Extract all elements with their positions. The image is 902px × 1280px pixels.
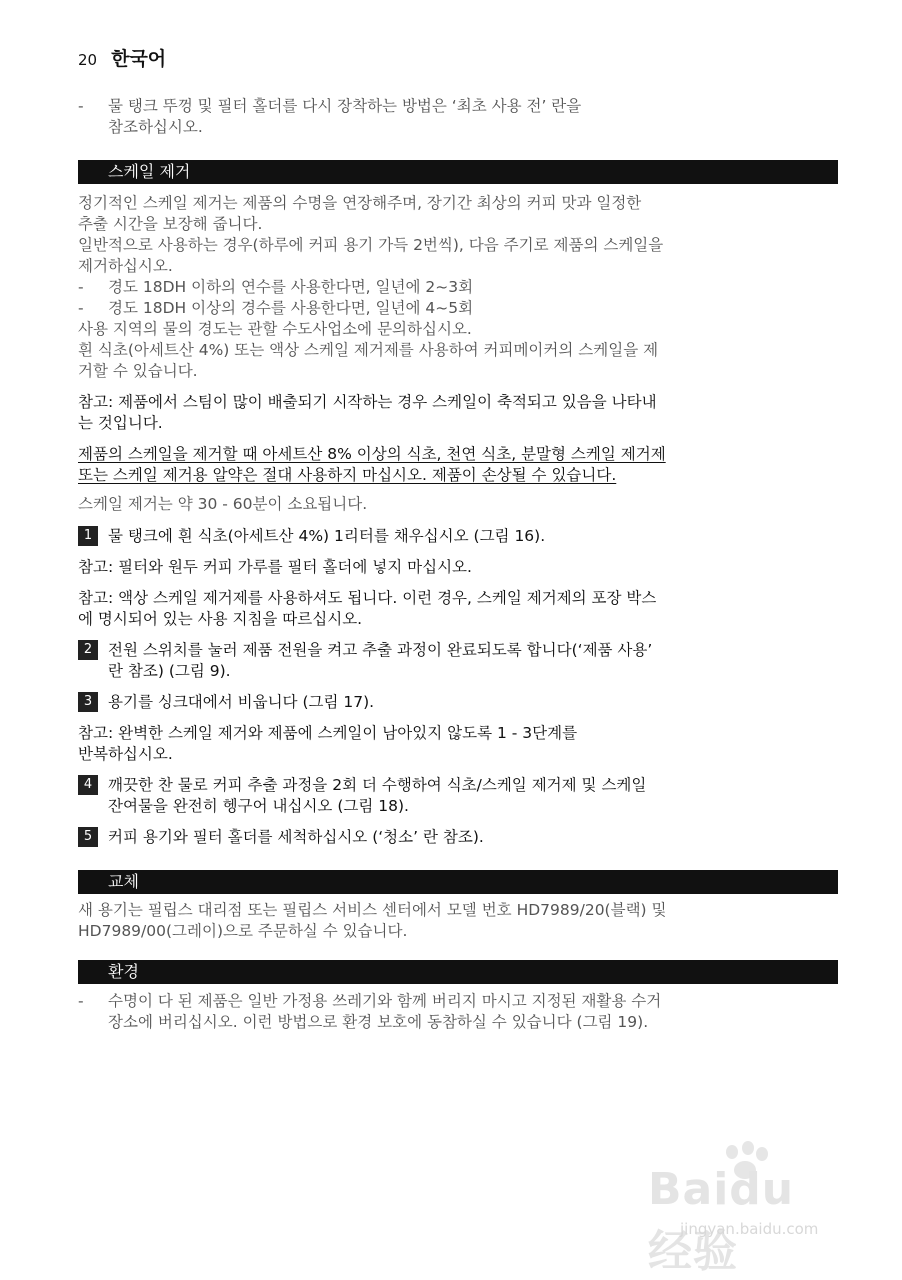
replacement-para [78, 900, 838, 942]
page-number: 20 [78, 51, 98, 69]
intro-bullet-line-2: 참조하십시오. [108, 118, 203, 136]
descale-para-4-line-1: 흰 식초(아세트산 4%) 또는 액상 스케일 제거제를 사용하여 커피메이커의 스케일을 제 [78, 341, 659, 359]
note-filter: 참고: 필터와 원두 커피 가루를 필터 홀더에 넣지 마십시오. [78, 558, 472, 576]
descale-para-4 [78, 340, 838, 382]
step-4-line-2: 잔여물을 완전히 헹구어 내십시오 (그림 18). [108, 797, 409, 815]
descale-para-1 [78, 193, 838, 235]
note-steam-line-2: 는 것입니다. [78, 414, 163, 432]
step-3-text: 용기를 싱크대에서 비웁니다 (그림 17). [108, 693, 375, 711]
intro-bullet-line-1: 물 탱크 뚜껑 및 필터 홀더를 다시 장착하는 방법은 ‘최초 사용 전’ 란을 [108, 97, 582, 115]
hardness-bullet-1-text: 경도 18DH 이하의 연수를 사용한다면, 일년에 2~3회 [108, 278, 474, 296]
descale-para-4-line-2: 거할 수 있습니다. [78, 362, 198, 380]
step-2 [78, 640, 838, 682]
step-4 [78, 775, 838, 817]
descale-para-2-line-2: 제거하십시오. [78, 257, 173, 275]
note-repeat [78, 723, 838, 765]
bullet-mark: - [78, 97, 84, 115]
descale-para-2 [78, 235, 838, 277]
page-header [78, 44, 166, 71]
bullet-mark: - [78, 992, 84, 1010]
step-number-badge: 3 [78, 692, 98, 712]
page-language-title: 한국어 [111, 48, 167, 70]
replacement-line-2: HD7989/00(그레이)으로 주문하실 수 있습니다. [78, 922, 408, 940]
hardness-bullet-2 [78, 298, 838, 319]
step-number-badge: 1 [78, 526, 98, 546]
step-number-badge: 4 [78, 775, 98, 795]
hardness-bullet-1 [78, 277, 838, 298]
step-number-badge: 2 [78, 640, 98, 660]
bullet-mark: - [78, 299, 84, 317]
descale-para-2-line-1: 일반적으로 사용하는 경우(하루에 커피 용기 가득 2번씩), 다음 주기로 제품의 스케일을 [78, 236, 664, 254]
bullet-mark: - [78, 278, 84, 296]
note-steam-line-1: 참고: 제품에서 스팀이 많이 배출되기 시작하는 경우 스케일이 축적되고 있음을 나타내 [78, 393, 657, 411]
warning-line-2: 또는 스케일 제거용 알약은 절대 사용하지 마십시오. 제품이 손상될 수 있습니다. [78, 466, 617, 484]
baidu-watermark [640, 1140, 840, 1277]
duration-text: 스케일 제거는 약 30 - 60분이 소요됩니다. [78, 495, 368, 513]
step-number-badge: 5 [78, 827, 98, 847]
warning-block [78, 444, 838, 486]
section-heading-descale: 스케일 제거 [78, 160, 838, 184]
step-2-line-1: 전원 스위치를 눌러 제품 전원을 켜고 추출 과정이 완료되도록 합니다(‘제품 사용’ [108, 641, 653, 659]
environment-line-2: 장소에 버리십시오. 이런 방법으로 환경 보호에 동참하실 수 있습니다 (그림 19). [108, 1013, 649, 1031]
descale-para-1-line-2: 추출 시간을 보장해 줍니다. [78, 215, 263, 233]
environment-bullet [78, 991, 838, 1033]
section-heading-environment: 환경 [78, 960, 838, 984]
note-repeat-line-1: 참고: 완벽한 스케일 제거와 제품에 스케일이 남아있지 않도록 1 - 3단계를 [78, 724, 578, 742]
descale-para-3: 사용 지역의 물의 경도는 관할 수도사업소에 문의하십시오. [78, 320, 472, 338]
section-heading-replacement: 교체 [78, 870, 838, 894]
note-liquid-line-1: 참고: 액상 스케일 제거제를 사용하셔도 됩니다. 이런 경우, 스케일 제거제의 포장 박스 [78, 589, 657, 607]
watermark-url: jingyan.baidu.com [680, 1220, 819, 1238]
note-liquid-descaler [78, 588, 838, 630]
note-steam [78, 392, 838, 434]
watermark-logo-text: Baidu 经验 [648, 1164, 795, 1277]
note-repeat-line-2: 반복하십시오. [78, 745, 173, 763]
step-5-text: 커피 용기와 필터 홀더를 세척하십시오 (‘청소’ 란 참조). [108, 828, 484, 846]
replacement-line-1: 새 용기는 필립스 대리점 또는 필립스 서비스 센터에서 모델 번호 HD7989/20(블랙) 및 [78, 901, 667, 919]
step-4-line-1: 깨끗한 찬 물로 커피 추출 과정을 2회 더 수행하여 식초/스케일 제거제 및 스케일 [108, 776, 647, 794]
note-liquid-line-2: 에 명시되어 있는 사용 지침을 따르십시오. [78, 610, 363, 628]
hardness-bullet-2-text: 경도 18DH 이상의 경수를 사용한다면, 일년에 4~5회 [108, 299, 474, 317]
step-1-text: 물 탱크에 흰 식초(아세트산 4%) 1리터를 채우십시오 (그림 16). [108, 527, 546, 545]
intro-bullet [78, 96, 838, 138]
step-1 [78, 526, 838, 547]
step-5 [78, 827, 838, 848]
step-3 [78, 692, 838, 713]
descale-para-1-line-1: 정기적인 스케일 제거는 제품의 수명을 연장해주며, 장기간 최상의 커피 맛과 일정한 [78, 194, 642, 212]
main-content [78, 96, 838, 1033]
environment-line-1: 수명이 다 된 제품은 일반 가정용 쓰레기와 함께 버리지 마시고 지정된 재활용 수거 [108, 992, 662, 1010]
warning-line-1: 제품의 스케일을 제거할 때 아세트산 8% 이상의 식초, 천연 식초, 분말형 스케일 제거제 [78, 445, 666, 463]
step-2-line-2: 란 참조) (그림 9). [108, 662, 231, 680]
